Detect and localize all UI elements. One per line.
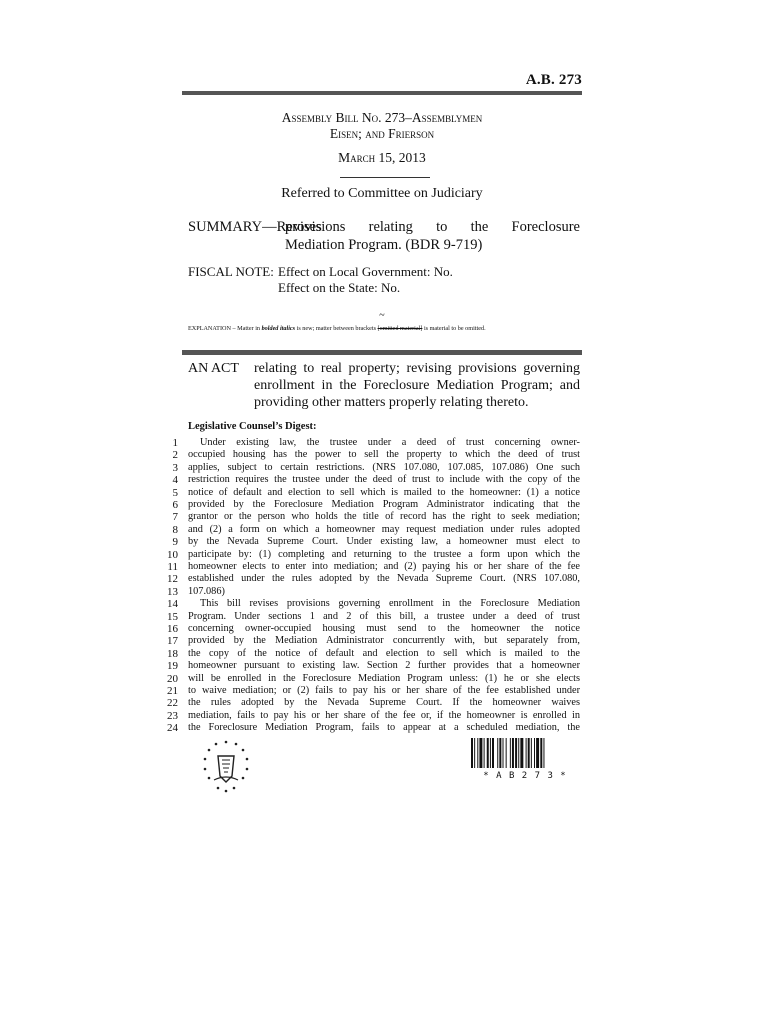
line-text: established under the rules adopted by the Nevada Supreme Court. (NRS 107.080,	[188, 573, 580, 585]
fiscal-line2: Effect on the State: No.	[278, 280, 401, 295]
line-text: the rules adopted by the Nevada Supreme Court. If the homeowner waives	[188, 697, 580, 709]
digest-line	[160, 449, 580, 461]
digest-line	[160, 536, 580, 548]
digest-line	[160, 474, 580, 486]
referred-line: Referred to Committee on Judiciary	[281, 186, 483, 201]
digest-line	[160, 623, 580, 635]
explanation-prefix: EXPLANATION – Matter in	[188, 325, 262, 332]
barcode-bar	[487, 738, 489, 768]
bill-title-line2: Eisen; and Frierson	[329, 126, 435, 141]
digest-line	[160, 660, 580, 672]
line-number: 24	[167, 722, 178, 735]
barcode-bar	[477, 738, 478, 768]
line-number: 13	[167, 585, 178, 598]
barcode-bar	[518, 738, 519, 768]
barcode-bar	[497, 738, 498, 768]
tilde-mark: ~	[379, 310, 385, 321]
barcode-bar	[526, 738, 527, 768]
bill-title-line1: Assembly Bill No. 273–Assemblymen	[281, 110, 483, 125]
barcode-bar	[540, 738, 542, 768]
line-number: 9	[172, 536, 178, 549]
line-number: 16	[167, 623, 178, 635]
line-number: 5	[172, 486, 178, 499]
barcode-bar	[520, 738, 523, 768]
barcode-bar	[506, 738, 507, 768]
barcode-bar	[534, 738, 535, 768]
barcode-bar	[471, 738, 473, 768]
nevada-state-seal-icon	[196, 736, 256, 796]
date-rule	[340, 177, 430, 178]
barcode-bar	[543, 738, 544, 768]
line-text: homeowner pursuant to existing law. Section 2 further provides that a homeowner	[188, 660, 580, 672]
barcode-icon	[470, 738, 580, 768]
line-text: the Foreclosure Mediation Program, fails to appear at a scheduled mediation, the	[188, 722, 580, 734]
line-text: 107.086)	[188, 585, 225, 597]
line-number: 8	[172, 523, 178, 536]
barcode-bar	[536, 738, 539, 768]
explanation-struck: [omitted material]	[377, 325, 423, 332]
line-text: homeowner elects to enter into mediation; and (2) paying his or her share of the fee	[188, 561, 580, 572]
digest-line	[160, 549, 580, 561]
line-text: occupied housing has the power to sell the property to which the deed of trust	[188, 449, 580, 461]
digest-line	[160, 524, 580, 536]
digest-line	[160, 697, 580, 709]
barcode-text: * A B 2 7 3 *	[483, 771, 567, 781]
barcode-bar	[510, 738, 511, 768]
line-number: 22	[167, 697, 178, 710]
line-number: 21	[167, 685, 178, 697]
line-text: to waive mediation; or (2) fails to pay his or her share of the fee established under	[188, 685, 580, 696]
line-number: 7	[172, 511, 178, 524]
explanation-line	[188, 325, 580, 332]
act-label: AN ACT	[188, 361, 239, 376]
barcode-bar	[499, 738, 501, 768]
digest-line	[160, 462, 580, 474]
line-text: provided by the Foreclosure Mediation Program Administrator indicating that the	[188, 499, 580, 510]
line-number: 17	[167, 635, 178, 648]
explanation-suffix: is material to be omitted.	[422, 325, 486, 332]
digest-line	[160, 722, 580, 734]
digest-line	[160, 635, 580, 647]
summary-label: SUMMARY—Revises	[188, 219, 322, 235]
line-text: by the Nevada Supreme Court. Under existing law, a homeowner must elect to	[188, 536, 580, 548]
fiscal-line1: Effect on Local Government: No.	[278, 264, 453, 279]
line-number: 19	[167, 660, 178, 673]
line-text: notice of default and election to sell which is mailed to the homeowner: (1) a notice	[188, 486, 580, 498]
line-text: provided by the Mediation Administrator concurrently with, but separately from,	[188, 635, 580, 647]
bill-number: A.B. 273	[525, 72, 582, 88]
act-line2: enrollment in the Foreclosure Mediation Program; and	[254, 378, 580, 393]
digest-line	[160, 487, 580, 499]
digest-line	[160, 710, 580, 722]
digest-line	[160, 573, 580, 585]
line-text: concerning owner-occupied housing must send to the homeowner the notice	[188, 623, 580, 634]
line-number: 11	[167, 561, 178, 573]
line-number: 4	[172, 474, 178, 487]
line-text: restriction requires the trustee under the deed of trust to include with the copy of the	[188, 474, 580, 486]
act-line3: providing other matters properly relating thereto.	[254, 395, 529, 410]
digest-line	[160, 511, 580, 523]
digest-line	[160, 673, 580, 685]
barcode-bar	[528, 738, 530, 768]
act-line1: relating to real property; revising provisions governing	[254, 361, 580, 376]
fiscal-label: FISCAL NOTE:	[188, 264, 274, 279]
line-text: will be enrolled in the Foreclosure Mediation Program unless: (1) he or she elects	[188, 672, 580, 684]
barcode-bar	[490, 738, 491, 768]
explanation-italic: bolded italics	[261, 325, 296, 332]
explanation-middle: is new; matter between brackets	[295, 325, 378, 332]
line-text: mediation, fails to pay his or her share of the fee or, if the homeowner is enrolled in	[188, 709, 580, 721]
line-number: 12	[167, 573, 178, 586]
digest-line	[160, 648, 580, 660]
digest-line	[160, 685, 580, 697]
line-number: 23	[167, 709, 178, 722]
summary-line2: Mediation Program. (BDR 9-719)	[285, 237, 483, 253]
line-text: Program. Under sections 1 and 2 of this bill, a trustee under a deed of trust	[188, 610, 580, 622]
line-number: 18	[167, 647, 178, 660]
digest-line	[160, 437, 580, 449]
line-text: applies, subject to certain restrictions. (NRS 107.080, 107.085, 107.086) One such	[188, 461, 580, 473]
bill-title	[182, 110, 582, 142]
digest-line	[160, 598, 580, 610]
barcode-bar	[503, 738, 504, 768]
digest-title: Legislative Counsel’s Digest:	[188, 421, 317, 432]
barcode-bar	[474, 738, 475, 768]
line-text: grantor or the person who holds the title of record has the right to seek mediation;	[188, 511, 580, 523]
line-number: 1	[172, 437, 178, 449]
barcode-bar	[512, 738, 514, 768]
top-rule	[182, 91, 582, 95]
line-text: This bill revises provisions governing enrollment in the Foreclosure Mediation	[200, 598, 580, 610]
bill-date: March 15, 2013	[338, 150, 426, 165]
barcode-bar	[515, 738, 517, 768]
line-number: 3	[172, 461, 178, 474]
line-number: 10	[167, 548, 178, 561]
digest-line	[160, 586, 580, 598]
digest-line	[160, 611, 580, 623]
line-number: 2	[172, 449, 178, 462]
barcode-bar	[492, 738, 494, 768]
middle-rule	[182, 350, 582, 355]
line-number: 15	[167, 610, 178, 623]
line-text: the copy of the notice of default and election to sell which is mailed to the	[188, 647, 580, 659]
line-text: and (2) a form on which a homeowner may request mediation under rules adopted	[188, 523, 580, 535]
barcode-bar	[479, 738, 482, 768]
line-number: 6	[172, 499, 178, 511]
summary-line1: provisions relating to the Foreclosure	[285, 219, 580, 235]
barcode-bar	[531, 738, 532, 768]
line-number: 20	[167, 672, 178, 685]
digest-line	[160, 561, 580, 573]
line-text: participate by: (1) completing and returning to the trustee a form upon which the	[188, 548, 580, 560]
line-number: 14	[167, 598, 178, 611]
line-text: Under existing law, the trustee under a deed of trust concerning owner-	[200, 437, 580, 448]
barcode-bar	[484, 738, 485, 768]
digest-line	[160, 499, 580, 511]
